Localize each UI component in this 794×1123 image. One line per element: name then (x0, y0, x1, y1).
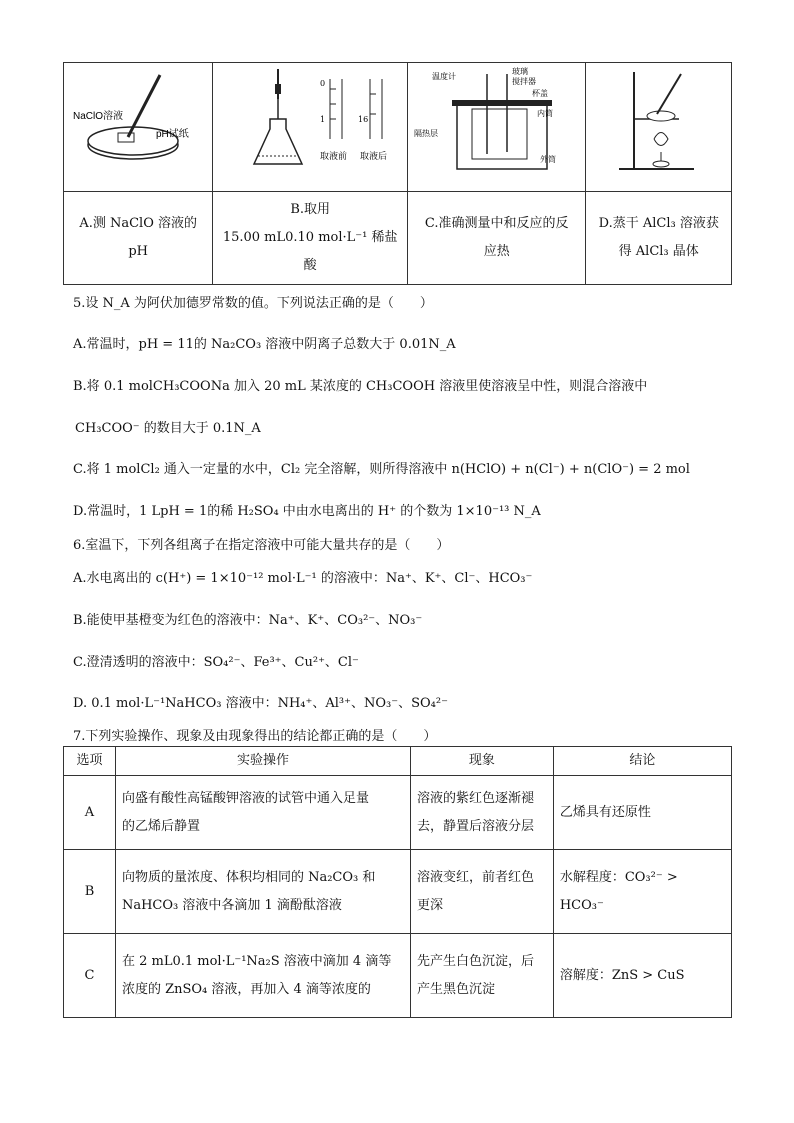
svg-text:外筒: 外筒 (539, 155, 556, 164)
q5-option-b-cont: CH₃COO⁻ 的数目大于 0.1N_A (75, 421, 261, 436)
svg-text:杯盖: 杯盖 (531, 89, 548, 98)
apparatus-table (63, 62, 732, 285)
svg-text:取液后: 取液后 (360, 151, 388, 161)
evaporation-figure (599, 64, 719, 179)
svg-text:温度计: 温度计 (431, 72, 456, 81)
figure-d-cell (586, 63, 732, 192)
svg-text:pH试纸: pH试纸 (156, 128, 189, 140)
q5-option-b: B.将 0.1 molCH₃COONa 加入 20 mL 某浓度的 CH₃COOH 溶液里使溶液呈中性，则混合溶液中 (73, 379, 648, 394)
option-b-cell: B.取用 15.00 mL0.10 mol·L⁻¹ 稀盐 酸 (213, 192, 408, 285)
figure-a-cell (64, 63, 213, 192)
header-operation: 实验操作 (115, 747, 410, 776)
q6-option-a: A.水电离出的 c(H⁺) = 1×10⁻¹² mol·L⁻¹ 的溶液中：Na⁺、K⁺、Cl⁻、HCO₃⁻ (73, 571, 533, 586)
svg-text:隔热层: 隔热层 (413, 129, 438, 138)
svg-text:玻璃: 玻璃 (511, 67, 528, 76)
q6-option-b: B.能使甲基橙变为红色的溶液中：Na⁺、K⁺、CO₃²⁻、NO₃⁻ (73, 613, 423, 628)
calorimeter-figure (412, 64, 582, 179)
figure-c-cell (408, 63, 586, 192)
table-row: B 向物质的量浓度、体积均相同的 Na₂CO₃ 和 NaHCO₃ 溶液中各滴加 1 滴酚酞溶液 溶液变红，前者红色 更深 水解程度：CO₃²⁻ > HCO₃⁻ (64, 850, 732, 934)
q6-option-d: D. 0.1 mol·L⁻¹NaHCO₃ 溶液中：NH₄⁺、Al³⁺、NO₃⁻、SO₄²⁻ (73, 696, 448, 711)
svg-text:NaClO溶液: NaClO溶液 (73, 110, 124, 122)
q5-option-c: C.将 1 molCl₂ 通入一定量的水中，Cl₂ 完全溶解，则所得溶液中 n(HClO) + n(Cl⁻) + n(ClO⁻) = 2 mol (73, 462, 690, 477)
table-row: C 在 2 mL0.1 mol·L⁻¹Na₂S 溶液中滴加 4 滴等 浓度的 ZnSO₄ 溶液，再加入 4 滴等浓度的 先产生白色沉淀，后 产生黑色沉淀 溶解度：ZnS > CuS (64, 934, 732, 1018)
q6-option-c: C.澄清透明的溶液中：SO₄²⁻、Fe³⁺、Cu²⁺、Cl⁻ (73, 655, 359, 670)
svg-text:内筒: 内筒 (536, 109, 553, 118)
q5-option-d: D.常温时，1 LpH = 1的稀 H₂SO₄ 中由水电离出的 H⁺ 的个数为 1×10⁻¹³ N_A (73, 504, 541, 519)
table-row: A 向盛有酸性高锰酸钾溶液的试管中通入足量 的乙烯后静置 溶液的紫红色逐渐褪 去，静置后溶液分层 乙烯具有还原性 (64, 776, 732, 850)
header-conclusion: 结论 (553, 747, 731, 776)
q5-option-a: A.常温时，pH = 11的 Na₂CO₃ 溶液中阴离子总数大于 0.01N_A (73, 337, 456, 352)
ph-paper-figure (68, 67, 208, 177)
header-phenomenon: 现象 (410, 747, 553, 776)
option-d-cell: D.蒸干 AlCl₃ 溶液获 得 AlCl₃ 晶体 (586, 192, 732, 285)
q7-table (63, 746, 732, 1018)
svg-text:1: 1 (320, 115, 326, 124)
option-a-cell: A.测 NaClO 溶液的 pH (64, 192, 213, 285)
q5-stem: 5.设 N_A 为阿伏加德罗常数的值。下列说法正确的是（ ） (73, 296, 433, 311)
burette-figure (220, 64, 400, 179)
q7-stem: 7.下列实验操作、现象及由现象得出的结论都正确的是（ ） (73, 729, 437, 744)
svg-text:取液前: 取液前 (320, 151, 348, 161)
header-option: 选项 (64, 747, 116, 776)
q6-stem: 6.室温下，下列各组离子在指定溶液中可能大量共存的是（ ） (73, 538, 450, 553)
svg-text:搅拌器: 搅拌器 (511, 77, 536, 86)
svg-text:0: 0 (320, 79, 326, 88)
svg-text:16: 16 (358, 115, 369, 124)
figure-b-cell (213, 63, 408, 192)
option-c-cell: C.准确测量中和反应的反 应热 (408, 192, 586, 285)
